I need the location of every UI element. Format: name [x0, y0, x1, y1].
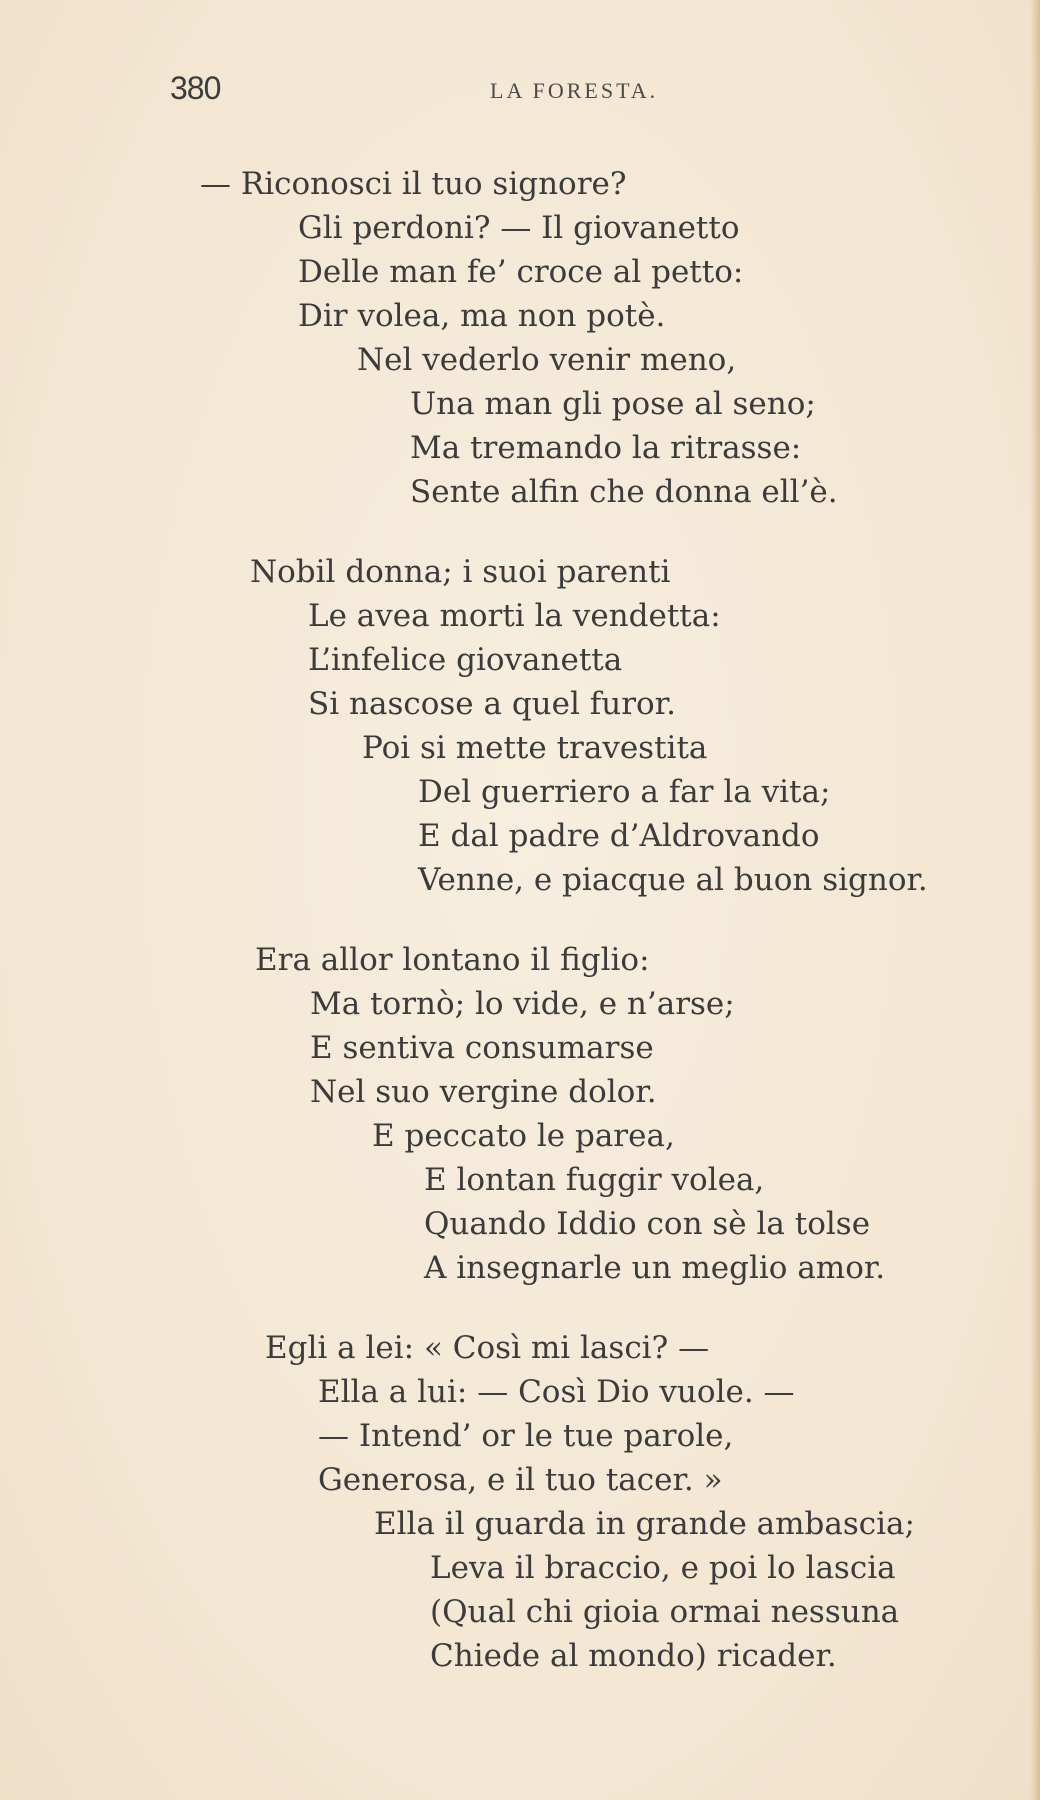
verse-line: Ma tremando la ritrasse: — [410, 430, 802, 466]
page-number: 380 — [170, 70, 221, 106]
verse-line: Quando Iddio con sè la tolse — [424, 1206, 871, 1242]
verse-line: L’infelice giovanetta — [308, 642, 623, 678]
verse-line: Delle man fe’ croce al petto: — [298, 254, 744, 290]
verse-line: Poi si mette travestita — [362, 730, 708, 766]
verse-line: Una man gli pose al seno; — [410, 386, 816, 422]
verse-line: Ma tornò; lo vide, e n’arse; — [310, 986, 735, 1022]
verse-line: — Intend’ or le tue parole, — [318, 1418, 734, 1454]
verse-line: Era allor lontano il figlio: — [255, 942, 650, 978]
verse-line: — Riconosci il tuo signore? — [200, 166, 627, 202]
verse-line: E peccato le parea, — [372, 1118, 675, 1154]
stanza-3 — [0, 938, 1040, 1290]
verse-line: Ella il guarda in grande ambascia; — [374, 1506, 915, 1542]
verse-line: Nobil donna; i suoi parenti — [250, 554, 671, 590]
verse-line: Leva il braccio, e poi lo lascia — [430, 1550, 896, 1586]
stanza-4 — [0, 1326, 1040, 1678]
stanza-1 — [0, 162, 1040, 514]
verse-line: (Qual chi gioia ormai nessuna — [430, 1594, 900, 1630]
verse-line: Le avea morti la vendetta: — [308, 598, 721, 634]
verse-line: Ella a lui: — Così Dio vuole. — — [318, 1374, 795, 1410]
running-title: LA FORESTA. — [490, 78, 659, 103]
verse-line: Si nascose a quel furor. — [308, 686, 676, 722]
verse-line: Egli a lei: « Così mi lasci? — — [265, 1330, 710, 1366]
verse-line: E lontan fuggir volea, — [424, 1162, 765, 1198]
verse-line: Generosa, e il tuo tacer. » — [318, 1462, 723, 1498]
verse-line: Del guerriero a far la vita; — [418, 774, 831, 810]
verse-line: Dir volea, ma non potè. — [298, 298, 666, 334]
verse-line: Venne, e piacque al buon signor. — [418, 862, 928, 898]
stanza-2 — [0, 550, 1040, 902]
verse-line: E dal padre d’Aldrovando — [418, 818, 820, 854]
poem — [0, 162, 1040, 1714]
verse-line: A insegnarle un meglio amor. — [424, 1250, 886, 1286]
verse-line: Sente alfin che donna ell’è. — [410, 474, 838, 510]
verse-line: Nel suo vergine dolor. — [310, 1074, 657, 1110]
verse-line: Nel vederlo venir meno, — [357, 342, 737, 378]
verse-line: Chiede al mondo) ricader. — [430, 1638, 837, 1674]
page-header — [170, 70, 970, 120]
verse-line: Gli perdoni? — Il giovanetto — [298, 210, 740, 246]
verse-line: E sentiva consumarse — [310, 1030, 654, 1066]
